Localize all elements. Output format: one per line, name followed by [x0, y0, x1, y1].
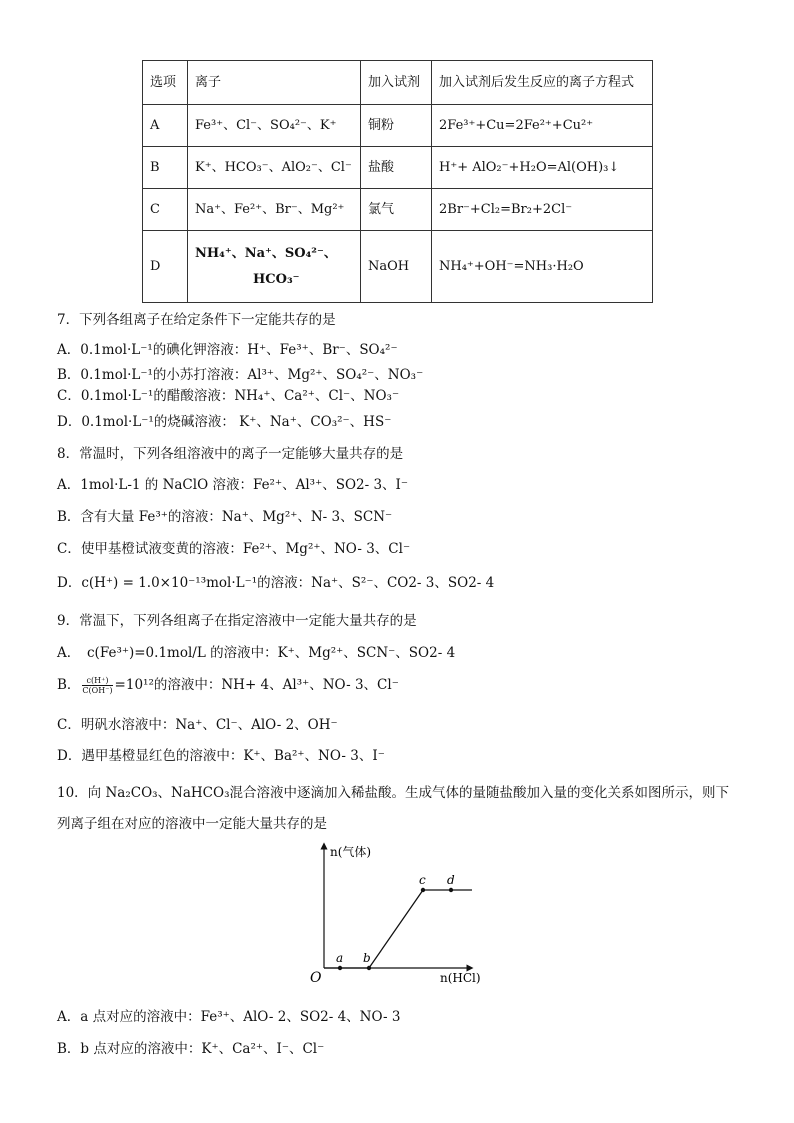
q8-option-d-rest: 的溶液：Na⁺、S²⁻、CO2- 3、SO2- 4 — [257, 575, 495, 591]
graph-svg — [302, 840, 502, 990]
point-d-label: d — [447, 873, 455, 887]
q9-fraction-numerator: c(H⁺) — [82, 676, 112, 686]
header-cell: 加入试剂 — [361, 61, 432, 105]
point-a-marker — [338, 966, 342, 970]
header-cell: 选项 — [143, 61, 188, 105]
option-cell: D — [143, 231, 188, 303]
q9-option-b — [57, 676, 399, 695]
ions-line-1: NH₄⁺、Na⁺、SO₄²⁻、 — [195, 245, 337, 261]
option-cell: A — [143, 105, 188, 147]
ions-cell — [188, 231, 361, 303]
q9-fraction-denominator: C(OH⁻) — [82, 686, 113, 695]
q7-option-a: A．0.1mol·L⁻¹的碘化钾溶液：H⁺、Fe³⁺、Br⁻、SO₄²⁻ — [57, 342, 398, 358]
equation-cell: H⁺+ AlO₂⁻+H₂O=Al(OH)₃↓ — [432, 147, 653, 189]
gas-volume-graph — [302, 840, 502, 990]
equation-cell: 2Fe³⁺+Cu=2Fe²⁺+Cu²⁺ — [432, 105, 653, 147]
ions-cell: Fe³⁺、Cl⁻、SO₄²⁻、K⁺ — [188, 105, 361, 147]
ions-cell: K⁺、HCO₃⁻、AlO₂⁻、Cl⁻ — [188, 147, 361, 189]
ions-line-2: HCO₃⁻ — [253, 271, 300, 287]
q8-option-a: A．1mol·L-1 的 NaClO 溶液：Fe²⁺、Al³⁺、SO2- 3、I⁻ — [57, 477, 409, 493]
header-cell: 离子 — [188, 61, 361, 105]
point-d-marker — [449, 888, 453, 892]
table-row — [143, 231, 653, 303]
equation-cell: NH₄⁺+OH⁻=NH₃·H₂O — [432, 231, 653, 303]
header-cell: 加入试剂后发生反应的离子方程式 — [432, 61, 653, 105]
q8-stem: 8．常温时，下列各组溶液中的离子一定能够大量共存的是 — [57, 446, 404, 462]
reagent-cell: 氯气 — [361, 189, 432, 231]
q7-option-d: D．0.1mol·L⁻¹的烧碱溶液： K⁺、Na⁺、CO₃²⁻、HS⁻ — [57, 414, 392, 430]
q9-option-b-rest: =10¹²的溶液中：NH+ 4、Al³⁺、NO- 3、Cl⁻ — [114, 677, 399, 693]
options-table — [142, 60, 653, 303]
table-header-row — [143, 61, 653, 105]
point-b-label: b — [363, 951, 371, 965]
equation-cell: 2Br⁻+Cl₂=Br₂+2Cl⁻ — [432, 189, 653, 231]
q9-option-c: C．明矾水溶液中：Na⁺、Cl⁻、AlO- 2、OH⁻ — [57, 717, 338, 733]
option-cell: B — [143, 147, 188, 189]
q8-option-b: B．含有大量 Fe³⁺的溶液：Na⁺、Mg²⁺、N- 3、SCN⁻ — [57, 509, 393, 525]
q10-stem: 10．向 Na₂CO₃、NaHCO₃混合溶液中逐滴加入稀盐酸。生成气体的量随盐酸加入量的变化关系如图所示，则下列离子组在对应的溶液中一定能大量共存的是 — [57, 785, 729, 832]
point-c-label: c — [419, 873, 426, 887]
q10-option-a: A．a 点对应的溶液中：Fe³⁺、AlO- 2、SO2- 4、NO- 3 — [57, 1009, 401, 1025]
ions-cell: Na⁺、Fe²⁺、Br⁻、Mg²⁺ — [188, 189, 361, 231]
x-axis-label: n(HCl) — [440, 971, 481, 985]
q9-option-d: D．遇甲基橙显红色的溶液中：K⁺、Ba²⁺、NO- 3、I⁻ — [57, 748, 385, 764]
reagent-cell: NaOH — [361, 231, 432, 303]
option-cell: C — [143, 189, 188, 231]
q9-option-a: A． c(Fe³⁺)=0.1mol/L 的溶液中：K⁺、Mg²⁺、SCN⁻、SO2- 4 — [57, 645, 456, 661]
reagent-cell: 铜粉 — [361, 105, 432, 147]
q9-stem: 9．常温下，下列各组离子在指定溶液中一定能大量共存的是 — [57, 613, 417, 629]
q9-option-b-label: B． — [57, 677, 81, 693]
q8-option-d-label: D． — [57, 575, 82, 591]
point-a-label: a — [336, 951, 344, 965]
q8-option-c: C．使甲基橙试液变黄的溶液：Fe²⁺、Mg²⁺、NO- 3、Cl⁻ — [57, 541, 411, 557]
q7-option-b: B．0.1mol·L⁻¹的小苏打溶液：Al³⁺、Mg²⁺、SO₄²⁻、NO₃⁻ — [57, 367, 424, 383]
table-row — [143, 147, 653, 189]
gas-curve — [324, 890, 472, 968]
point-b-marker — [367, 966, 371, 970]
q8-option-d — [57, 574, 494, 592]
table-row — [143, 105, 653, 147]
table-row — [143, 189, 653, 231]
reagent-cell: 盐酸 — [361, 147, 432, 189]
q7-stem: 7．下列各组离子在给定条件下一定能共存的是 — [57, 312, 336, 328]
q9-fraction — [82, 676, 112, 695]
q7-option-c: C．0.1mol·L⁻¹的醋酸溶液：NH₄⁺、Ca²⁺、Cl⁻、NO₃⁻ — [57, 388, 400, 404]
origin-label: O — [310, 970, 322, 986]
q10-option-b: B．b 点对应的溶液中：K⁺、Ca²⁺、I⁻、Cl⁻ — [57, 1041, 325, 1057]
y-axis-label: n(气体) — [330, 845, 372, 859]
point-c-marker — [421, 888, 425, 892]
q8-option-d-formula: c(H⁺) = 1.0×10⁻¹³mol·L⁻¹ — [81, 575, 258, 591]
